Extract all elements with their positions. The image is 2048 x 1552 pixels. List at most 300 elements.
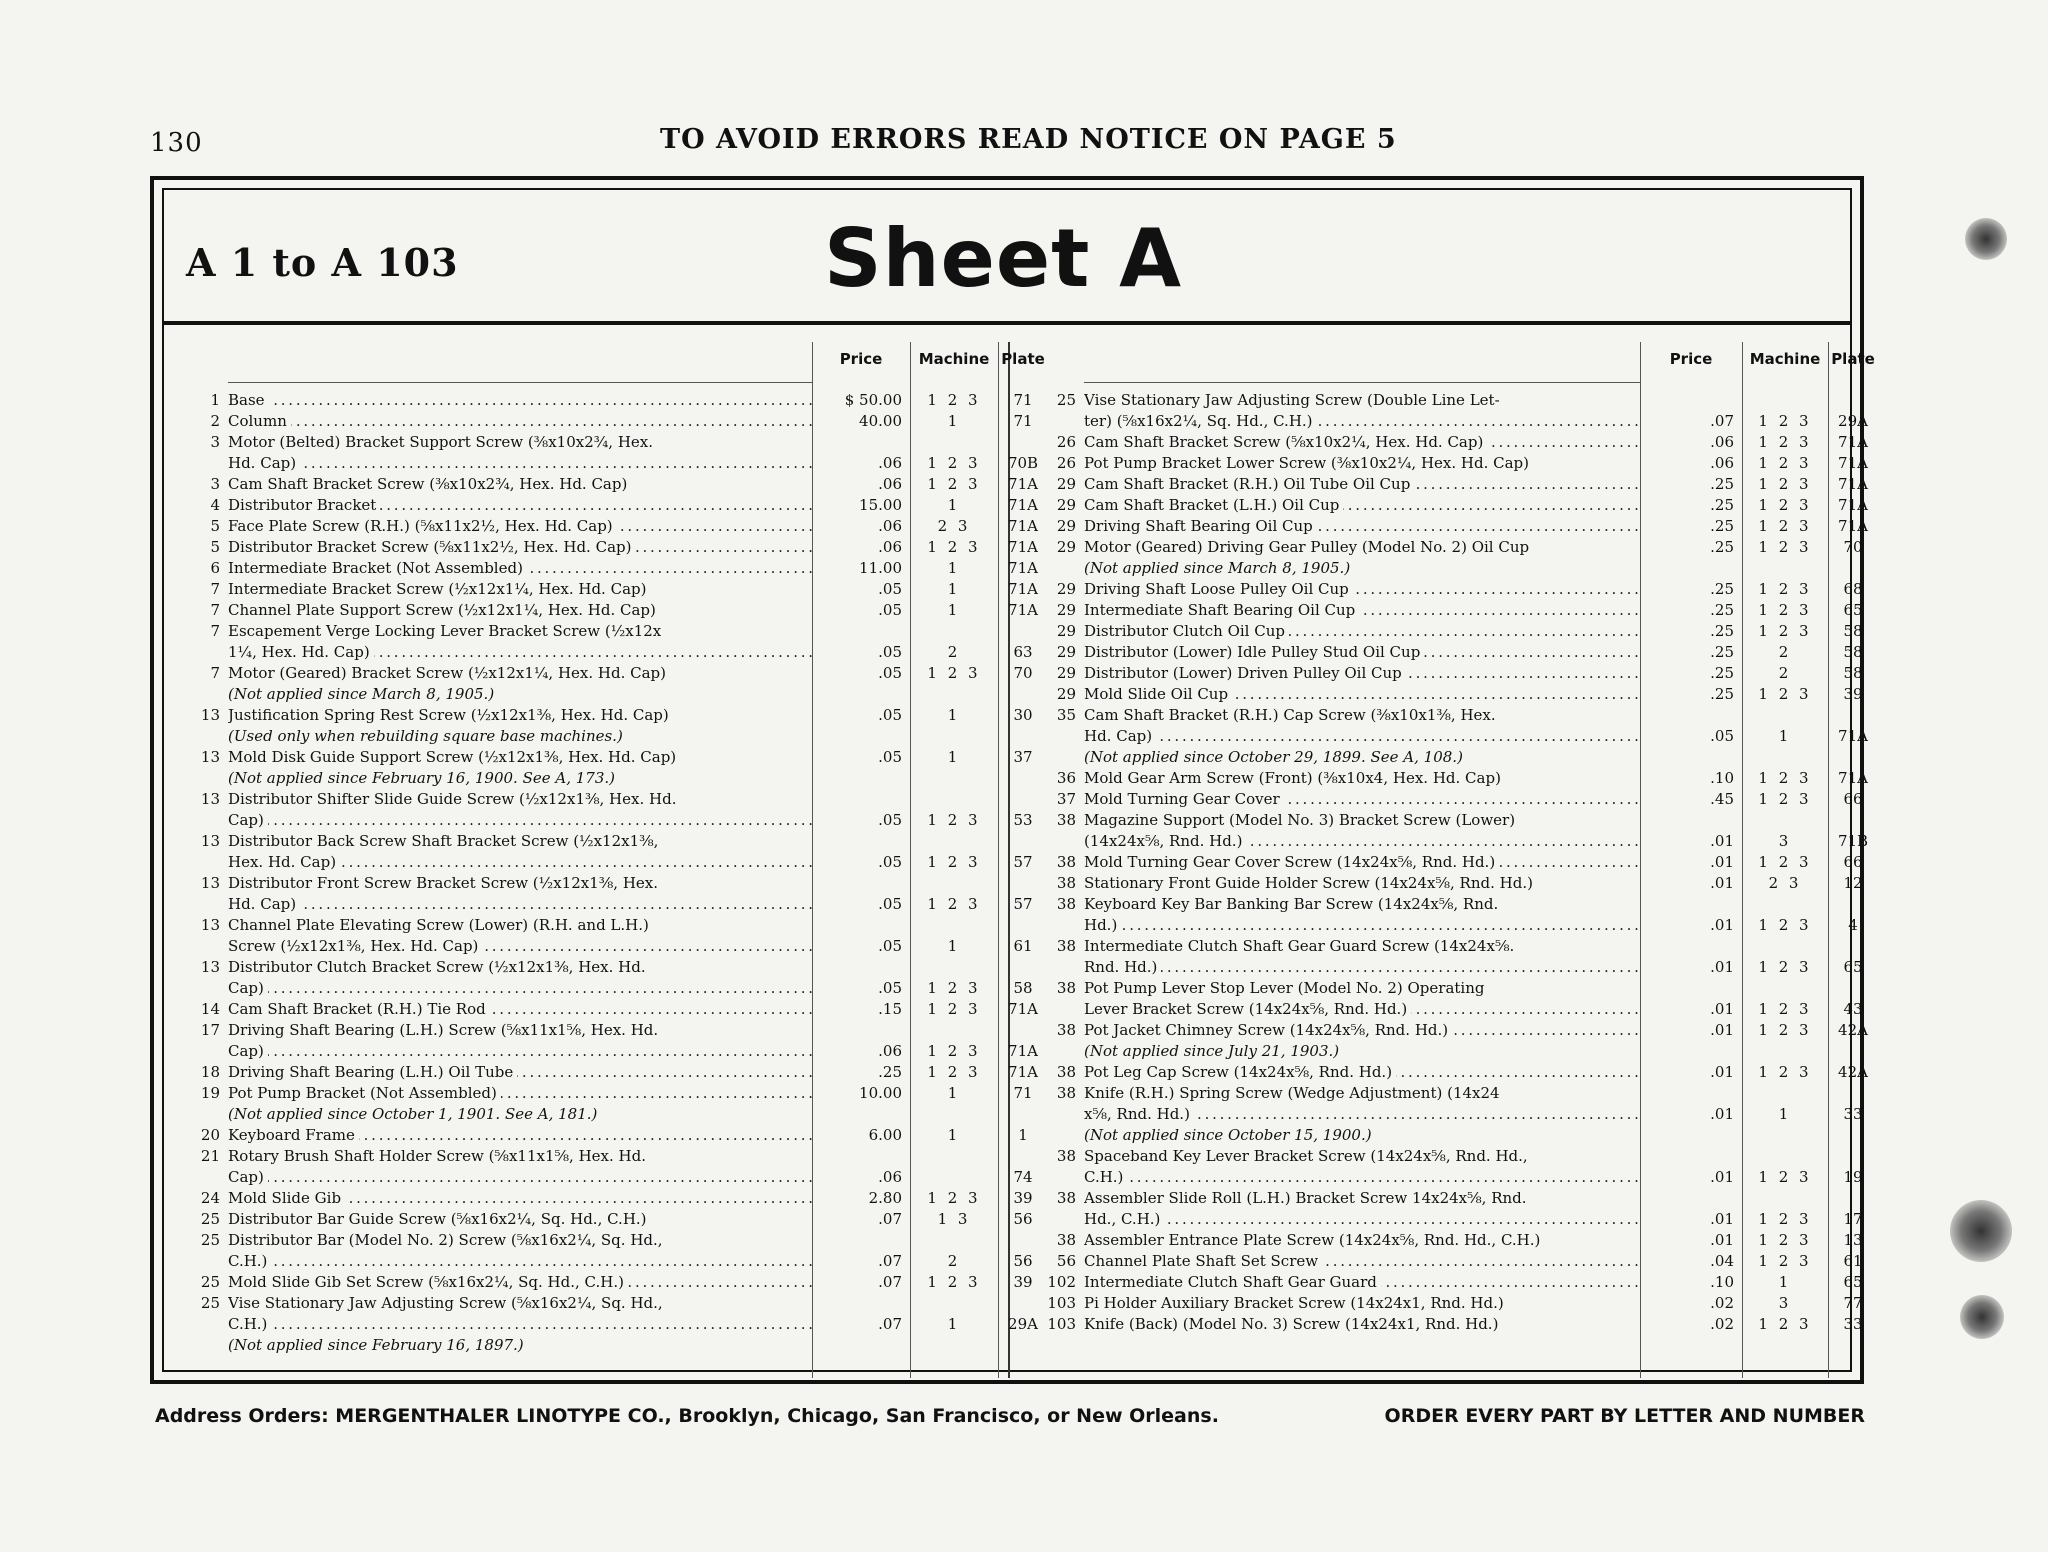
part-description: [228, 1272, 812, 1293]
part-description: [1084, 1230, 1640, 1251]
part-description: [1084, 1167, 1640, 1188]
part-description-text: (14x24x⅝, Rnd. Hd.): [1084, 832, 1246, 850]
part-description: [228, 873, 812, 894]
part-description-text: Driving Shaft Bearing (L.H.) Oil Tube: [228, 1063, 517, 1081]
part-plate: 71A: [1008, 1063, 1038, 1081]
part-plate: 4: [1848, 916, 1858, 934]
part-description-text: Mold Gear Arm Screw (Front) (⅜x10x4, Hex. Hd. Cap): [1084, 769, 1505, 787]
part-description-text: Assembler Entrance Plate Screw (14x24x⅝, Rnd. Hd., C.H.): [1084, 1231, 1544, 1249]
part-description-text: Channel Plate Elevating Screw (Lower) (R.H. and L.H.): [228, 916, 653, 934]
part-row: [1024, 663, 1863, 684]
part-description: [228, 999, 812, 1020]
part-machine: 1 2 3: [1758, 1168, 1812, 1186]
part-description-text: Stationary Front Guide Holder Screw (14x24x⅝, Rnd. Hd.): [1084, 874, 1537, 892]
part-description: [228, 642, 812, 663]
part-description: [1084, 600, 1640, 621]
part-price: .05: [1710, 727, 1734, 745]
part-description: [1084, 726, 1640, 747]
part-number: 6: [210, 559, 220, 577]
part-description-text: 1¼, Hex. Hd. Cap): [228, 643, 374, 661]
part-plate: 63: [1013, 643, 1033, 661]
part-description: [1084, 579, 1640, 600]
part-description: [228, 1062, 812, 1083]
part-row: [1024, 1083, 1858, 1104]
part-plate: 58: [1843, 622, 1863, 640]
part-row: [168, 1125, 1028, 1146]
part-description: [1084, 390, 1640, 411]
part-description: [228, 537, 812, 558]
part-machine: 1 2 3: [927, 475, 981, 493]
part-plate: 71B: [1837, 832, 1869, 850]
part-description: [1084, 663, 1640, 684]
part-number: 56: [1056, 1252, 1076, 1270]
part-row: [168, 1293, 992, 1314]
part-description-text: Pot Leg Cap Screw (14x24x⅝, Rnd. Hd.): [1084, 1063, 1396, 1081]
part-price: .01: [1710, 1231, 1734, 1249]
part-description: [228, 978, 812, 999]
part-machine: 2: [947, 643, 961, 661]
part-number: 103: [1047, 1315, 1076, 1333]
part-price: .07: [1710, 412, 1734, 430]
part-price: .05: [878, 853, 902, 871]
part-number: 25: [1056, 391, 1076, 409]
part-description-text: Intermediate Shaft Bearing Oil Cup: [1084, 601, 1359, 619]
part-row: [1024, 873, 1863, 894]
part-number: 38: [1056, 811, 1076, 829]
part-row: [1024, 474, 1868, 495]
part-plate: 71A: [1008, 496, 1038, 514]
right-parts-list: [1024, 390, 1869, 1335]
part-row: [168, 1167, 1033, 1188]
part-row: [168, 957, 992, 978]
part-row: [1024, 1167, 1863, 1188]
part-description-text: Motor (Geared) Bracket Screw (½x12x1¼, Hex. Hd. Cap): [228, 664, 670, 682]
part-plate: 70: [1013, 664, 1033, 682]
part-plate: 70B: [1007, 454, 1039, 472]
part-description-text: Channel Plate Support Screw (½x12x1¼, Hex. Hd. Cap): [228, 601, 660, 619]
part-number: 25: [200, 1273, 220, 1291]
part-description: [1084, 978, 1640, 999]
part-number: 29: [1056, 685, 1076, 703]
part-description: [1084, 432, 1640, 453]
part-row: [1024, 831, 1869, 852]
part-row: [1024, 957, 1863, 978]
part-description: [1084, 831, 1640, 852]
part-description-text: Distributor Bar Guide Screw (⅝x16x2¼, Sq. Hd., C.H.): [228, 1210, 651, 1228]
part-machine: 1 2 3: [1758, 769, 1812, 787]
part-description: [228, 1083, 812, 1104]
part-number: 7: [210, 580, 220, 598]
part-price: .25: [1710, 538, 1734, 556]
part-machine: 2 3: [937, 517, 971, 535]
part-number: 38: [1056, 1021, 1076, 1039]
part-note: (Not applied since March 8, 1905.): [228, 685, 495, 703]
part-description: [1084, 1020, 1640, 1041]
part-plate: 42A: [1838, 1021, 1868, 1039]
part-row: [1024, 936, 1858, 957]
part-price: .45: [1710, 790, 1734, 808]
part-machine: 1 2 3: [1758, 496, 1812, 514]
part-description: [228, 411, 812, 432]
part-description-text: Column: [228, 412, 291, 430]
part-plate: 42A: [1838, 1063, 1868, 1081]
part-description: [228, 600, 812, 621]
part-plate: 57: [1013, 895, 1033, 913]
part-plate: 71A: [1008, 559, 1038, 577]
right-machine-header: Machine: [1749, 350, 1821, 368]
left-plate-header: Plate: [1001, 350, 1045, 368]
punch-hole-mark: [1965, 218, 2007, 260]
part-row: [1024, 1104, 1863, 1125]
part-row: [1024, 642, 1863, 663]
part-price: .07: [878, 1315, 902, 1333]
part-row: [168, 621, 992, 642]
part-row: [168, 453, 1039, 474]
part-description: [228, 789, 812, 810]
part-machine: 1: [947, 937, 961, 955]
part-price: .25: [1710, 685, 1734, 703]
part-row: [168, 1041, 1038, 1062]
part-row: [1024, 1251, 1863, 1272]
part-row: [168, 852, 1033, 873]
part-row: [1024, 390, 1858, 411]
part-description-text: Face Plate Screw (R.H.) (⅝x11x2½, Hex. Hd. Cap): [228, 517, 617, 535]
part-price: .01: [1710, 1021, 1734, 1039]
part-number: 5: [210, 517, 220, 535]
part-machine: 1: [1778, 1273, 1792, 1291]
part-number: 25: [200, 1294, 220, 1312]
part-description: [1084, 1209, 1640, 1230]
part-number: 13: [200, 832, 220, 850]
part-description: [228, 1230, 812, 1251]
part-row: [1024, 600, 1863, 621]
part-description-text: Cam Shaft Bracket (L.H.) Oil Cup: [1084, 496, 1343, 514]
part-price: .25: [1710, 517, 1734, 535]
part-description: [228, 810, 812, 831]
part-price: .06: [878, 538, 902, 556]
part-description: [1084, 1314, 1640, 1335]
order-address: Address Orders: MERGENTHALER LINOTYPE CO., Brooklyn, Chicago, San Francisco, or New Orleans.: [155, 1405, 1219, 1427]
part-number: 38: [1056, 1231, 1076, 1249]
part-description: [228, 1146, 812, 1167]
part-row: [1024, 1314, 1863, 1335]
part-description-text: Hex. Hd. Cap): [228, 853, 340, 871]
part-price: .05: [878, 979, 902, 997]
part-description-text: Cap): [228, 811, 268, 829]
part-row: [1024, 453, 1868, 474]
part-row: [168, 495, 1038, 516]
part-plate: 71A: [1008, 1000, 1038, 1018]
part-machine: 1 2 3: [1758, 622, 1812, 640]
part-description-text: Mold Slide Gib Set Screw (⅝x16x2¼, Sq. Hd., C.H.): [228, 1273, 628, 1291]
part-description-text: Mold Slide Gib: [228, 1189, 345, 1207]
part-description-text: Vise Stationary Jaw Adjusting Screw (Double Line Let-: [1084, 391, 1504, 409]
part-description: [1084, 453, 1640, 474]
part-number: 25: [200, 1210, 220, 1228]
part-price: .05: [878, 601, 902, 619]
part-machine: 1 2 3: [1758, 853, 1812, 871]
part-description: [228, 1167, 812, 1188]
part-machine: 1 2 3: [927, 1063, 981, 1081]
part-machine: 1 2 3: [1758, 1021, 1812, 1039]
part-row: [168, 915, 992, 936]
part-machine: 1 2 3: [927, 895, 981, 913]
part-number: 3: [210, 475, 220, 493]
part-number: 26: [1056, 454, 1076, 472]
part-description: [228, 1251, 812, 1272]
part-description: [1084, 1104, 1640, 1125]
part-note: (Not applied since October 1, 1901. See A, 181.): [228, 1105, 598, 1123]
part-row: [168, 537, 1038, 558]
part-description-text: Motor (Belted) Bracket Support Screw (⅜x10x2¾, Hex.: [228, 433, 657, 451]
part-plate: 53: [1013, 811, 1033, 829]
part-machine: 3: [1778, 832, 1792, 850]
part-description-text: Cam Shaft Bracket (R.H.) Tie Rod: [228, 1000, 490, 1018]
part-row: [1024, 621, 1863, 642]
part-price: 2.80: [868, 1189, 902, 1207]
sheet-title: Sheet A: [824, 212, 1183, 305]
part-machine: 1 3: [937, 1210, 971, 1228]
part-description-text: Distributor Bracket: [228, 496, 380, 514]
part-price: .25: [1710, 496, 1734, 514]
part-price: .04: [1710, 1252, 1734, 1270]
part-number: 1: [210, 391, 220, 409]
part-description-text: Distributor Clutch Bracket Screw (½x12x1⅜, Hex. Hd.: [228, 958, 650, 976]
part-price: .25: [1710, 580, 1734, 598]
part-row: [168, 1272, 1033, 1293]
part-machine: 1 2 3: [1758, 1210, 1812, 1228]
part-description: [228, 579, 812, 600]
part-number: 102: [1047, 1273, 1076, 1291]
sheet-frame: [150, 176, 1875, 1384]
part-row: [168, 474, 1038, 495]
part-machine: 1: [947, 601, 961, 619]
part-note: (Not applied since February 16, 1897.): [228, 1336, 524, 1354]
part-plate: 61: [1013, 937, 1033, 955]
part-description: [228, 915, 812, 936]
left-machine-header: Machine: [918, 350, 990, 368]
part-machine: 1 2 3: [1758, 1252, 1812, 1270]
part-row: [1024, 1272, 1863, 1293]
part-price: .06: [878, 475, 902, 493]
part-number: 38: [1056, 937, 1076, 955]
part-description-text: Driving Shaft Bearing (L.H.) Screw (⅝x11x1⅝, Hex. Hd.: [228, 1021, 662, 1039]
part-description-text: Knife (R.H.) Spring Screw (Wedge Adjustment) (14x24: [1084, 1084, 1504, 1102]
part-row: [1024, 516, 1868, 537]
part-plate: 65: [1843, 601, 1863, 619]
part-machine: 2: [1778, 664, 1792, 682]
part-plate: 71A: [1008, 475, 1038, 493]
part-row: [1024, 1020, 1868, 1041]
part-description: [228, 453, 812, 474]
part-plate: 61: [1843, 1252, 1863, 1270]
part-price: .05: [878, 748, 902, 766]
part-price: .01: [1710, 1168, 1734, 1186]
part-description-text: C.H.): [1084, 1168, 1127, 1186]
part-number: 7: [210, 601, 220, 619]
part-description: [1084, 1251, 1640, 1272]
part-plate: 70: [1843, 538, 1863, 556]
part-plate: 37: [1013, 748, 1033, 766]
part-description: [228, 516, 812, 537]
part-plate: 39: [1013, 1189, 1033, 1207]
part-row: [168, 999, 1038, 1020]
part-price: .02: [1710, 1294, 1734, 1312]
part-row: [168, 390, 1033, 411]
part-price: .01: [1710, 853, 1734, 871]
part-description-text: Distributor Clutch Oil Cup: [1084, 622, 1289, 640]
part-plate: 71A: [1008, 1042, 1038, 1060]
part-machine: 1: [947, 748, 961, 766]
part-description: [228, 1188, 812, 1209]
part-plate: 66: [1843, 853, 1863, 871]
part-number: 29: [1056, 475, 1076, 493]
part-row: [168, 1251, 1033, 1272]
part-number: 36: [1056, 769, 1076, 787]
part-machine: 1: [947, 580, 961, 598]
part-number: 18: [200, 1063, 220, 1081]
part-row: [168, 411, 1033, 432]
part-plate: 71: [1013, 1084, 1033, 1102]
part-number: 38: [1056, 1189, 1076, 1207]
part-row: [168, 810, 1033, 831]
part-price: .25: [1710, 622, 1734, 640]
right-price-header: Price: [1669, 350, 1713, 368]
part-plate: 17: [1843, 1210, 1863, 1228]
part-description-text: Cam Shaft Bracket (R.H.) Oil Tube Oil Cup: [1084, 475, 1414, 493]
part-description: [228, 957, 812, 978]
part-description-text: Cap): [228, 1168, 268, 1186]
part-row: [168, 789, 992, 810]
part-description-text: Pot Pump Bracket (Not Assembled): [228, 1084, 501, 1102]
part-description-text: Hd.): [1084, 916, 1121, 934]
part-row: [168, 831, 992, 852]
part-description: [228, 432, 812, 453]
part-note: (Not applied since February 16, 1900. See A, 173.): [228, 769, 615, 787]
part-machine: 1 2 3: [927, 391, 981, 409]
part-price: 40.00: [859, 412, 902, 430]
part-machine: 1: [1778, 1105, 1792, 1123]
part-description-text: Distributor Front Screw Bracket Screw (½x12x1⅜, Hex.: [228, 874, 662, 892]
part-number: 29: [1056, 517, 1076, 535]
part-plate: 58: [1013, 979, 1033, 997]
part-row: [1024, 537, 1863, 558]
part-description-text: x⅝, Rnd. Hd.): [1084, 1105, 1194, 1123]
part-row: [168, 642, 1033, 663]
left-desc-rule: [228, 382, 812, 383]
part-price: .06: [878, 517, 902, 535]
part-description-text: Spaceband Key Lever Bracket Screw (14x24x⅝, Rnd. Hd.,: [1084, 1147, 1532, 1165]
part-number: 13: [200, 874, 220, 892]
part-price: .25: [1710, 475, 1734, 493]
part-description: [1084, 957, 1640, 978]
part-description: [228, 1209, 812, 1230]
part-description: [1084, 1062, 1640, 1083]
part-price: .01: [1710, 1210, 1734, 1228]
part-machine: 1 2 3: [1758, 454, 1812, 472]
part-row: [168, 873, 992, 894]
part-number: 4: [210, 496, 220, 514]
right-plate-header: Plate: [1831, 350, 1875, 368]
part-machine: 3: [1778, 1294, 1792, 1312]
part-description: [1084, 1188, 1640, 1209]
part-description-text: Pot Pump Lever Stop Lever (Model No. 2) Operating: [1084, 979, 1488, 997]
part-price: .07: [878, 1273, 902, 1291]
part-machine: 1 2 3: [1758, 685, 1812, 703]
part-row: [1024, 1293, 1863, 1314]
part-number: 13: [200, 916, 220, 934]
part-description-text: Mold Slide Oil Cup: [1084, 685, 1232, 703]
part-note: (Not applied since October 29, 1899. See A, 108.): [1084, 748, 1463, 766]
part-row: [168, 1314, 1038, 1335]
part-row: [168, 600, 1038, 621]
part-description: [1084, 936, 1640, 957]
part-price: .05: [878, 664, 902, 682]
page-notice: TO AVOID ERRORS READ NOTICE ON PAGE 5: [660, 124, 1397, 155]
part-number: 5: [210, 538, 220, 556]
part-plate: 56: [1013, 1252, 1033, 1270]
part-row: [1024, 1146, 1858, 1167]
part-price: .01: [1710, 1063, 1734, 1081]
part-price: .05: [878, 706, 902, 724]
part-row: [1024, 978, 1858, 999]
part-row: [168, 1146, 992, 1167]
part-row: [168, 1062, 1038, 1083]
part-number: 21: [200, 1147, 220, 1165]
part-number: 13: [200, 958, 220, 976]
part-description-text: Distributor (Lower) Driven Pulley Oil Cup: [1084, 664, 1406, 682]
part-row: [168, 558, 1038, 579]
part-machine: 1 2 3: [927, 979, 981, 997]
part-description-text: Intermediate Bracket Screw (½x12x1¼, Hex. Hd. Cap): [228, 580, 650, 598]
part-note: (Not applied since October 15, 1900.): [1084, 1126, 1372, 1144]
part-description-text: Hd., C.H.): [1084, 1210, 1164, 1228]
part-machine: 1: [1778, 727, 1792, 745]
part-number: 37: [1056, 790, 1076, 808]
part-price: .06: [878, 1042, 902, 1060]
part-machine: 1 2 3: [927, 1000, 981, 1018]
part-machine: 1 2 3: [1758, 1063, 1812, 1081]
part-plate: 71A: [1838, 454, 1868, 472]
part-plate: 39: [1013, 1273, 1033, 1291]
part-row: [1024, 894, 1858, 915]
part-description-text: Magazine Support (Model No. 3) Bracket Screw (Lower): [1084, 811, 1519, 829]
part-price: .10: [1710, 1273, 1734, 1291]
part-description-text: Pot Pump Bracket Lower Screw (⅜x10x2¼, Hex. Hd. Cap): [1084, 454, 1533, 472]
part-description-text: Screw (½x12x1⅜, Hex. Hd. Cap): [228, 937, 482, 955]
part-price: .02: [1710, 1315, 1734, 1333]
part-row: [1024, 579, 1863, 600]
part-price: 10.00: [859, 1084, 902, 1102]
part-description: [1084, 789, 1640, 810]
part-description: [228, 894, 812, 915]
part-number: 35: [1056, 706, 1076, 724]
part-description: [228, 1020, 812, 1041]
part-description: [228, 663, 812, 684]
part-description-text: Base: [228, 391, 269, 409]
part-description: [228, 495, 812, 516]
part-description: [1084, 1083, 1640, 1104]
part-machine: 1 2 3: [1758, 1315, 1812, 1333]
part-machine: 1 2 3: [1758, 475, 1812, 493]
part-row: [168, 1209, 1033, 1230]
part-description-text: C.H.): [228, 1315, 271, 1333]
part-machine: 1 2 3: [1758, 916, 1812, 934]
part-price: .06: [1710, 454, 1734, 472]
part-machine: 1: [947, 496, 961, 514]
part-row: [1024, 495, 1868, 516]
part-row: [1024, 852, 1863, 873]
